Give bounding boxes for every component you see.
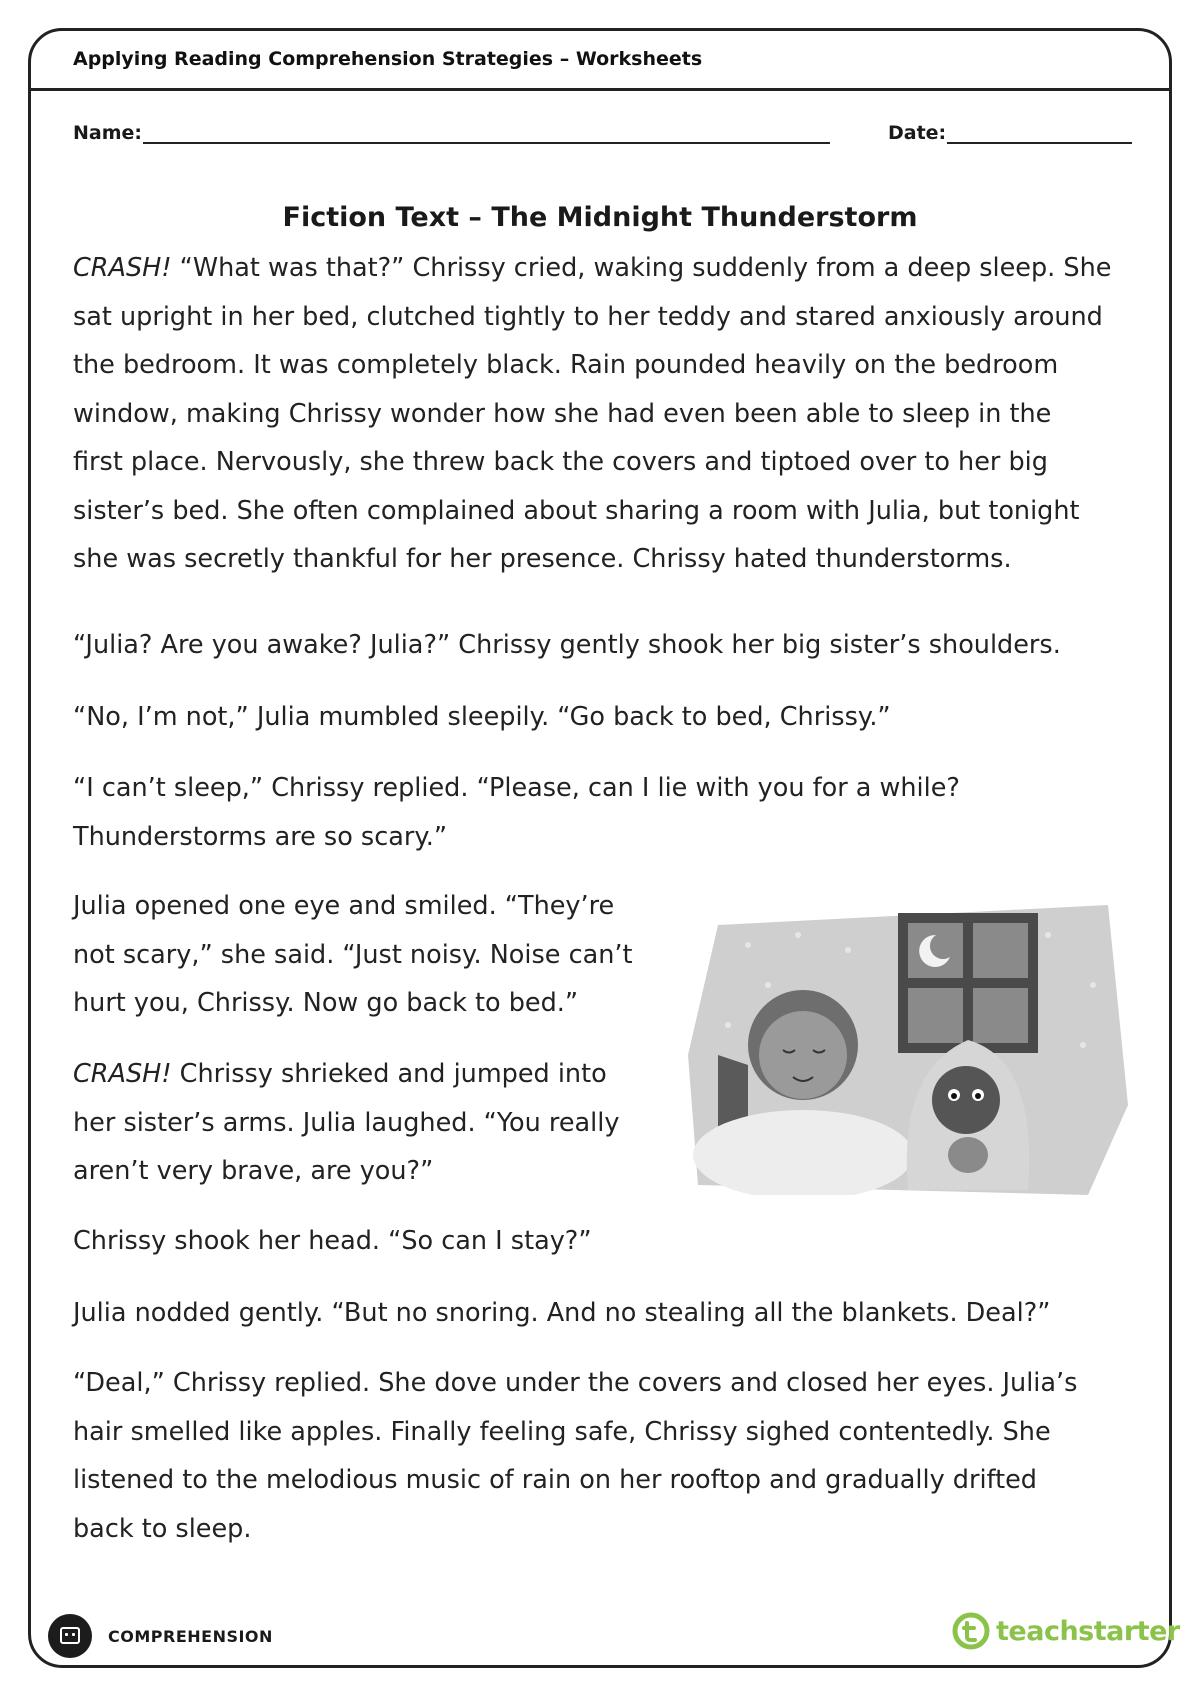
footer-category: COMPREHENSION	[108, 1627, 273, 1646]
julia-face	[759, 1011, 847, 1099]
p9-line-4: back to sleep.	[73, 1513, 252, 1544]
paragraph-1	[73, 244, 1133, 584]
p6-line-3: aren’t very brave, are you?”	[73, 1156, 434, 1186]
p1-line-6: sister’s bed. She often complained about sharing a room with Julia, but tonight	[73, 495, 1080, 526]
window-pane	[973, 988, 1028, 1043]
paragraph-6	[73, 1050, 643, 1196]
p1-line-2: sat upright in her bed, clutched tightly to her teddy and stared anxiously around	[73, 301, 1103, 332]
brand-name: teachstarter	[996, 1615, 1180, 1647]
p1-line-7: she was secretly thankful for her presence. Chrissy hated thunderstorms.	[73, 544, 1012, 574]
p1-line-1: “What was that?” Chrissy cried, waking suddenly from a deep sleep. She	[171, 253, 1112, 283]
name-label: Name:	[73, 122, 143, 144]
p1-line-4: window, making Chrissy wonder how she had even been able to sleep in the	[73, 398, 1052, 429]
teddy-bear-icon	[948, 1137, 988, 1173]
p5-line-1: Julia opened one eye and smiled. “They’re	[73, 891, 615, 921]
story-title: Fiction Text – The Midnight Thunderstorm	[282, 202, 918, 233]
p1-line-5: first place. Nervously, she threw back the covers and tiptoed over to her big	[73, 447, 1048, 477]
comprehension-icon	[48, 1614, 92, 1658]
chrissy-pupil	[951, 1093, 957, 1099]
paragraph-9	[73, 1359, 1133, 1553]
crash-text-2: CRASH!	[73, 1059, 172, 1089]
p4-line-1: “I can’t sleep,” Chrissy replied. “Please, can I lie with you for a while?	[73, 773, 960, 803]
paragraph-7: Chrissy shook her head. “So can I stay?”	[73, 1226, 592, 1256]
paragraph-3: “No, I’m not,” Julia mumbled sleepily. “Go back to bed, Chrissy.”	[73, 702, 891, 732]
p9-line-1: “Deal,” Chrissy replied. She dove under the covers and closed her eyes. Julia’s	[73, 1368, 1078, 1398]
paragraph-4	[73, 764, 1133, 861]
chrissy-face	[932, 1066, 1000, 1134]
header-divider	[28, 88, 1172, 91]
paragraph-8: Julia nodded gently. “But no snoring. And no stealing all the blankets. Deal?”	[73, 1298, 1051, 1328]
p4-line-2: Thunderstorms are so scary.”	[73, 821, 448, 852]
p9-line-3: listened to the melodious music of rain on her rooftop and gradually drifted	[73, 1465, 1037, 1495]
p6-line-1: Chrissy shrieked and jumped into	[171, 1059, 607, 1089]
paragraph-2: “Julia? Are you awake? Julia?” Chrissy gently shook her big sister’s shoulders.	[73, 630, 1061, 660]
window-pane	[908, 923, 963, 978]
p5-line-3: hurt you, Chrissy. Now go back to bed.”	[73, 988, 579, 1018]
teachstarter-logo[interactable]	[952, 1612, 1180, 1650]
chrissy-pupil	[975, 1093, 981, 1099]
p5-line-2: not scary,” she said. “Just noisy. Noise can’t	[73, 939, 633, 970]
teachstarter-logo-icon	[952, 1612, 990, 1650]
p6-line-2: her sister’s arms. Julia laughed. “You really	[73, 1107, 620, 1138]
p9-line-2: hair smelled like apples. Finally feeling safe, Chrissy sighed contentedly. She	[73, 1416, 1051, 1447]
date-field[interactable]	[947, 142, 1132, 144]
date-label: Date:	[888, 122, 947, 144]
crash-text: CRASH!	[73, 253, 172, 283]
worksheet-header-title: Applying Reading Comprehension Strategies – Worksheets	[73, 48, 703, 70]
paragraph-5	[73, 882, 643, 1028]
p1-line-3: the bedroom. It was completely black. Rain pounded heavily on the bedroom	[73, 350, 1059, 380]
window-pane	[908, 988, 963, 1043]
name-field[interactable]	[143, 142, 830, 144]
sisters-thunderstorm-illustration	[688, 905, 1128, 1195]
window-pane	[973, 923, 1028, 978]
